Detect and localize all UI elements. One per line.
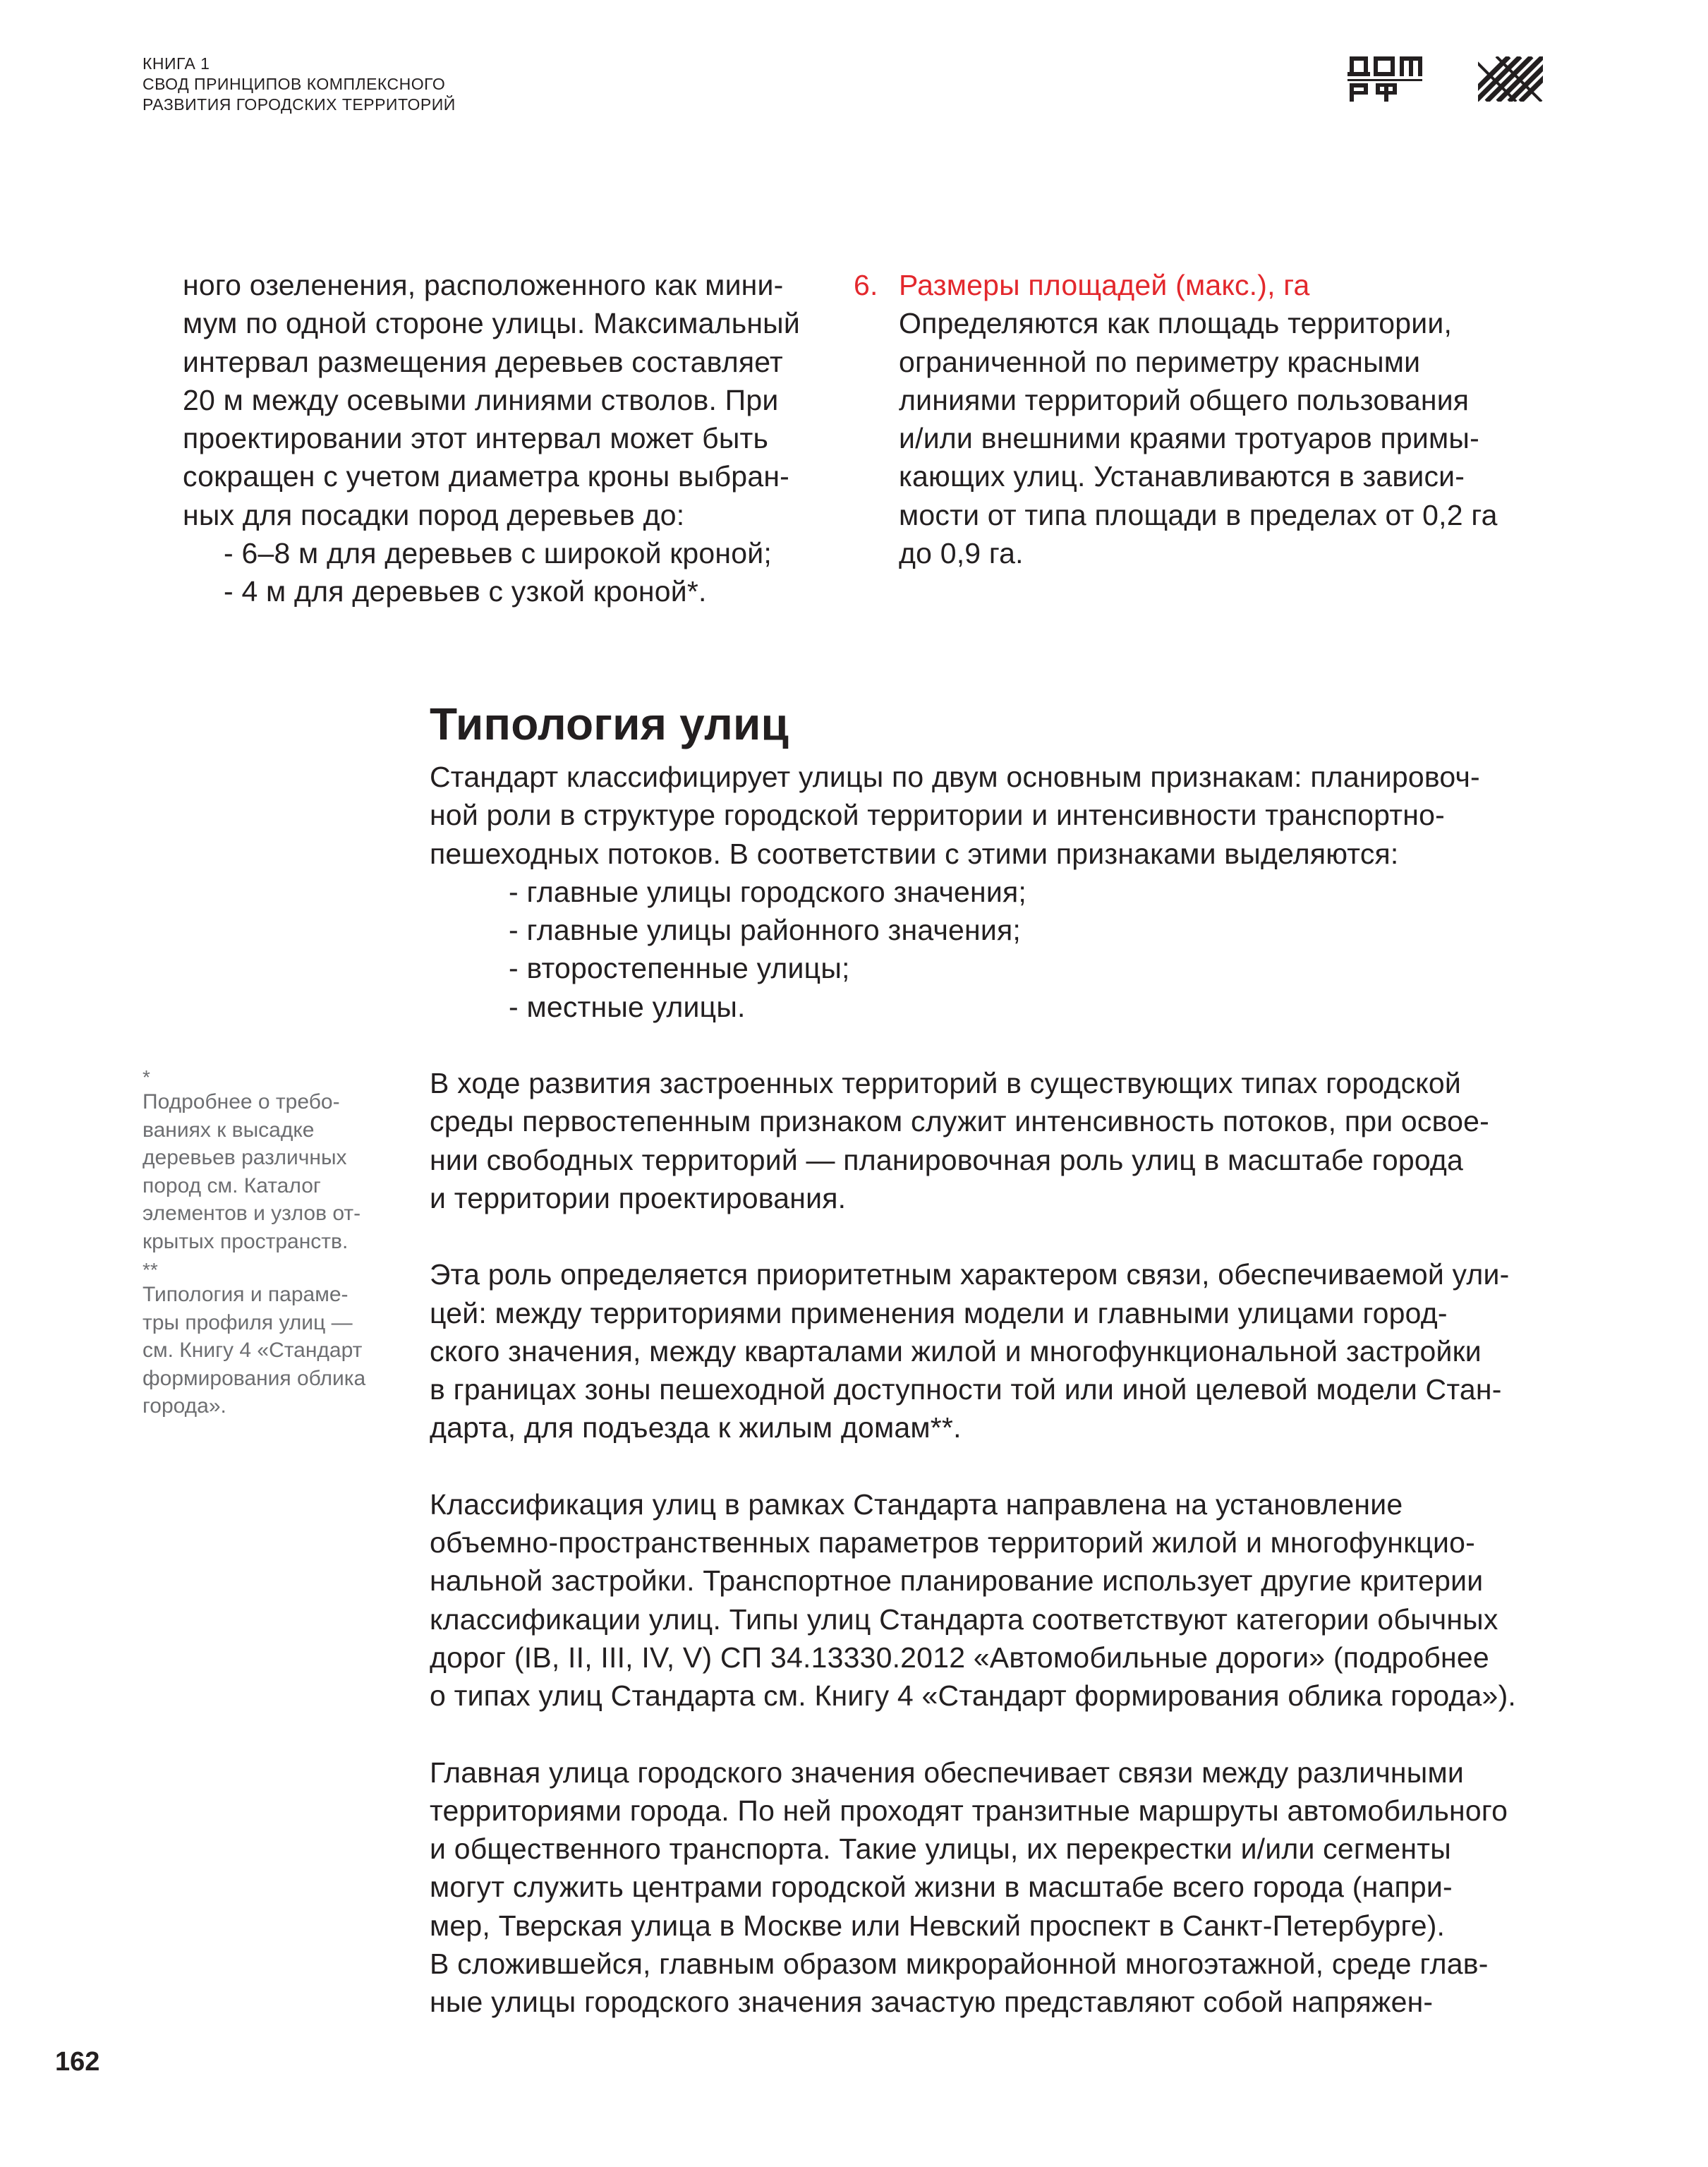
note-line: ваниях к высадке — [143, 1118, 315, 1142]
left-line: проектировании этот интервал может быть — [183, 422, 769, 455]
text-line: Стандарт классифицирует улицы по двум основным признакам: планировоч- — [430, 761, 1480, 793]
list-item: - местные улицы. — [509, 990, 746, 1023]
note-line: крытых пространств. — [143, 1229, 349, 1253]
right-line: и/или внешними краями тротуаров примы- — [899, 422, 1479, 455]
text-line: ной роли в структуре городской территории и интенсивности транспортно- — [430, 799, 1445, 832]
note-line: формирования облика — [143, 1366, 366, 1390]
list-item: - главные улицы городского значения; — [509, 875, 1026, 908]
text-line: территориями города. По ней проходят транзитные маршруты автомобильного — [430, 1794, 1508, 1827]
text-line: нии свободных территорий — планировочная роль улиц в масштабе города — [430, 1143, 1464, 1176]
right-line: до 0,9 га. — [899, 537, 1024, 570]
paragraph-main-street — [430, 1753, 1544, 2022]
text-line: Главная улица городского значения обеспечивает связи между различными — [430, 1756, 1464, 1789]
paragraph-classification — [430, 1485, 1544, 1715]
note-line: Типология и параме- — [143, 1283, 349, 1306]
text-line: Эта роль определяется приоритетным характером связи, обеспечиваемой ули- — [430, 1258, 1510, 1291]
text-line: пешеходных потоков. В соответствии с этими признаками выделяются: — [430, 837, 1399, 870]
page-number: 162 — [55, 2047, 100, 2077]
street-types-list — [430, 873, 1544, 1026]
text-line: Классификация улиц в рамках Стандарта направлена на установление — [430, 1487, 1403, 1521]
right-column — [854, 266, 1531, 572]
paragraph-development — [430, 1064, 1544, 1217]
left-line: сокращен с учетом диаметра кроны выбран- — [183, 460, 790, 493]
text-line: среды первостепенным признаком служит интенсивность потоков, при освое- — [430, 1105, 1490, 1138]
item-heading: Размеры площадей (макс.), га — [899, 269, 1310, 301]
item-body — [854, 304, 1531, 572]
text-line: и территории проектирования. — [430, 1181, 847, 1214]
header-title-line2: РАЗВИТИЯ ГОРОДСКИХ ТЕРРИТОРИЙ — [143, 95, 456, 114]
text-line: классификации улиц. Типы улиц Стандарта соответствуют категории обычных — [430, 1602, 1498, 1636]
text-line: нальной застройки. Транспортное планирование использует другие критерии — [430, 1564, 1484, 1598]
text-line: объемно-пространственных параметров территорий жилой и многофункцио- — [430, 1526, 1475, 1559]
list-item: - главные улицы районного значения; — [509, 914, 1021, 947]
note-line: деревьев различных — [143, 1146, 347, 1169]
text-line: ского значения, между кварталами жилой и многофункциональной застройки — [430, 1334, 1482, 1368]
note-line: тры профиля улиц — — [143, 1310, 353, 1334]
left-line: ного озеленения, расположенного как мини- — [183, 269, 784, 301]
footnote-1 — [143, 1088, 404, 1255]
dom-rf-logo-text-top: ДОМ — [1347, 55, 1350, 56]
footnote-mark: * — [143, 1066, 150, 1088]
text-line: дорог (IB, II, III, IV, V) СП 34.13330.2012 «Автомобильные дороги» (подробнее — [430, 1641, 1489, 1674]
left-line: мум по одной стороне улицы. Максимальный — [183, 307, 800, 340]
left-column — [183, 266, 825, 611]
text-line: ные улицы городского значения зачастую представляют собой напряжен- — [430, 1986, 1434, 2019]
numbered-heading — [854, 266, 1531, 304]
dom-rf-logo — [1347, 55, 1424, 103]
left-line: интервал размещения деревьев составляет — [183, 345, 783, 378]
footnote-2 — [143, 1281, 404, 1420]
text-line: о типах улиц Стандарта см. Книгу 4 «Стандарт формирования облика города»). — [430, 1679, 1517, 1713]
text-line: В сложившейся, главным образом микрорайонной многоэтажной, среде глав- — [430, 1948, 1489, 1981]
item-number: 6. — [854, 269, 878, 301]
text-line: могут служить центрами городской жизни в масштабе всего города (напри- — [430, 1871, 1453, 1904]
right-line: линиями территорий общего пользования — [899, 383, 1470, 416]
list-item: - 6–8 м для деревьев с широкой кроной; — [224, 537, 772, 570]
intro-paragraph — [430, 758, 1544, 873]
note-line: см. Книгу 4 «Стандарт — [143, 1339, 363, 1362]
right-line: Определяются как площадь территории, — [899, 307, 1453, 340]
text-line: и общественного транспорта. Такие улицы, их перекрестки и/или сегменты — [430, 1833, 1451, 1866]
left-line: 20 м между осевыми линиями стволов. При — [183, 383, 779, 416]
text-line: в границах зоны пешеходной доступности той или иной целевой модели Стан- — [430, 1373, 1502, 1406]
section-title: Типология улиц — [430, 699, 789, 749]
header-book: КНИГА 1 — [143, 54, 210, 73]
tree-interval-list — [183, 534, 825, 611]
note-line: города». — [143, 1394, 226, 1418]
text-line: мер, Тверская улица в Москве или Невский проспект в Санкт-Петербурге). — [430, 1909, 1446, 1942]
paragraph-role — [430, 1255, 1544, 1447]
text-line: цей: между территориями применения модели и главными улицами город- — [430, 1296, 1448, 1329]
right-line: мости от типа площади в пределах от 0,2 га — [899, 498, 1498, 531]
footnote-mark: ** — [143, 1259, 158, 1281]
text-line: дарта, для подъезда к жилым домам**. — [430, 1411, 962, 1444]
street-typology-section — [430, 696, 1544, 2060]
sidenotes — [143, 1067, 404, 1420]
note-line: пород см. Каталог — [143, 1173, 321, 1197]
right-line: ограниченной по периметру красными — [899, 345, 1421, 378]
header-title-line1: СВОД ПРИНЦИПОВ КОМПЛЕКСНОГО — [143, 75, 446, 93]
right-line: кающих улиц. Устанавливаются в зависи- — [899, 460, 1465, 493]
left-line: ных для посадки пород деревьев до: — [183, 498, 685, 531]
note-line: элементов и узлов от- — [143, 1202, 361, 1225]
list-item: - второстепенные улицы; — [509, 952, 850, 985]
text-line: В ходе развития застроенных территорий в существующих типах городской — [430, 1067, 1462, 1100]
note-line: Подробнее о требо- — [143, 1090, 340, 1113]
running-header — [143, 54, 456, 115]
list-item: - 4 м для деревьев с узкой кроной*. — [224, 575, 707, 608]
hatched-square-logo — [1478, 56, 1543, 102]
